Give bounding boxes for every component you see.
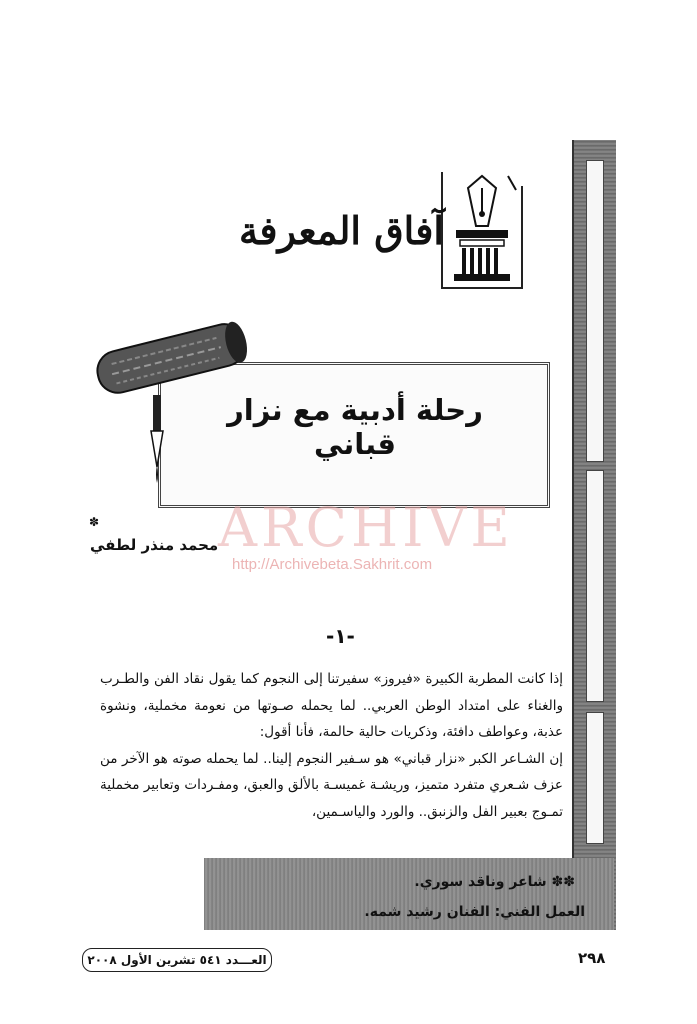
author-footnote-mark: ✽ <box>89 515 100 529</box>
scroll-icon <box>88 313 258 403</box>
article-body <box>100 666 563 825</box>
magazine-section-title: آفاق المعرفة <box>239 208 444 253</box>
art-credit: العمل الفني: الفنان رشيد شمه. <box>364 904 585 920</box>
section-number: -١- <box>326 624 355 648</box>
page-number: ٢٩٨ <box>578 949 606 967</box>
author-name: محمد منذر لطفي <box>90 536 219 554</box>
author-note: ✽✽ شاعر وناقد سوري. <box>414 874 575 890</box>
pen-column-emblem-icon <box>438 168 524 292</box>
article-title: رحلة أدبية مع نزار قباني <box>227 393 483 461</box>
quill-pen-icon <box>142 395 172 485</box>
watermark-url: http://Archivebeta.Sakhrit.com <box>232 556 433 573</box>
watermark-text: ARCHIVE <box>218 496 514 559</box>
decorative-strip-bottom <box>586 712 604 844</box>
body-paragraph: إن الشـاعر الكبر «نزار قباني» هو سـفير النجوم إلينا.. لما يحمله صوته هو الآخر من عزف شـعري متفرد متميز، وريشـة غميسـة بالألق والعبق، ومفـردات وتعابير مخملية تمـوج بعبير الفل والزنبق.. والورد والياسـمين، <box>100 750 563 820</box>
decorative-strip-top <box>586 160 604 462</box>
body-paragraph: إذا كانت المطربة الكبيرة «فيروز» سفيرتنا إلى النجوم كما يقول نقاد الفن والطـرب والغناء على امتداد الوطن العربي.. لما يحمله صـوتها من نعومة مخملية، ونشوة عذبة، وعواطف دافئة، وذكريات حالية حالمة، فأنا أقول: <box>100 671 563 740</box>
decorative-strip-middle <box>586 470 604 702</box>
issue-label: العـــدد ٥٤١ تشرين الأول ٢٠٠٨ <box>82 948 272 972</box>
